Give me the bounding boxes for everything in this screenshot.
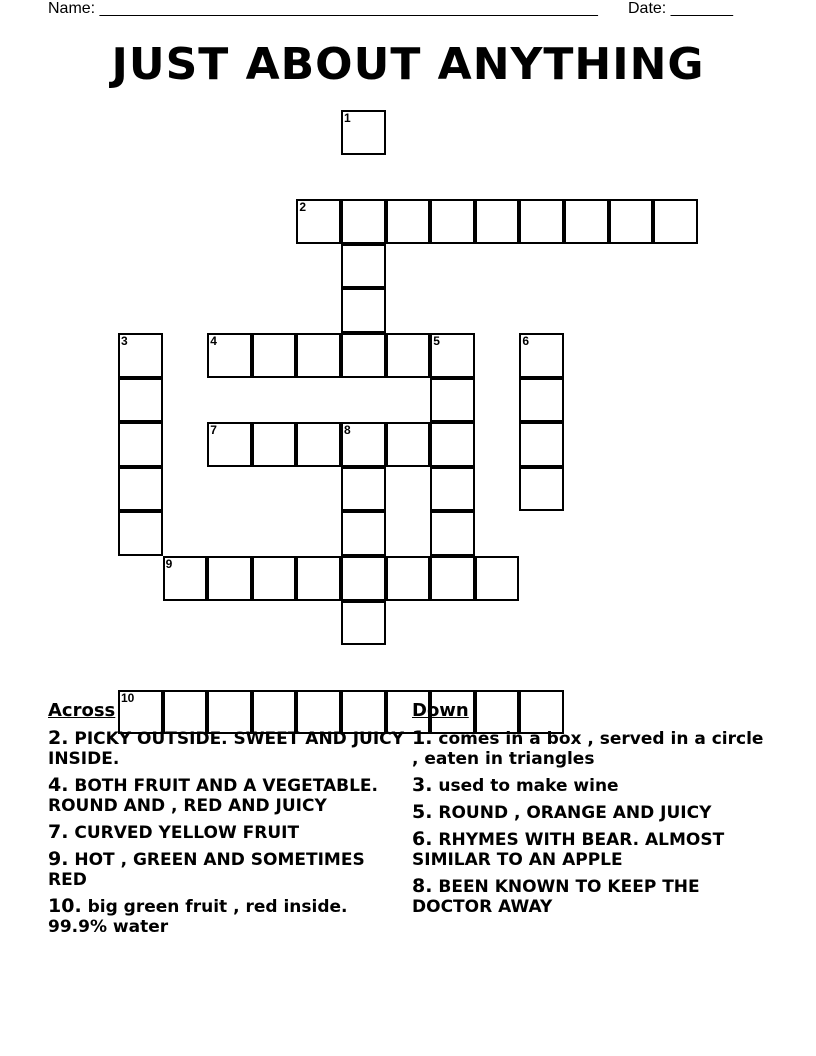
clue-number: 2. (48, 727, 69, 749)
clue-text: CURVED YELLOW FRUIT (74, 823, 300, 843)
grid-cell[interactable] (430, 422, 475, 467)
cell-number: 3 (121, 334, 128, 348)
grid-cell[interactable] (519, 199, 564, 244)
across-heading: Across (48, 700, 116, 721)
grid-cell[interactable] (475, 556, 520, 601)
grid-cell[interactable] (609, 199, 654, 244)
grid-cell[interactable] (386, 199, 431, 244)
grid-cell[interactable] (386, 422, 431, 467)
clue-text: HOT , GREEN AND SOMETIMES RED (48, 850, 365, 890)
clue-text: RHYMES WITH BEAR. ALMOST SIMILAR TO AN APPLE (412, 830, 725, 870)
grid-cell[interactable] (341, 422, 386, 467)
grid-cell[interactable] (386, 556, 431, 601)
clue-number: 3. (412, 774, 433, 796)
cell-number: 1 (344, 111, 351, 125)
clue-text: BOTH FRUIT AND A VEGETABLE. ROUND AND , RED AND JUICY (48, 776, 378, 816)
grid-cell[interactable] (296, 199, 341, 244)
grid-cell[interactable] (163, 556, 208, 601)
grid-cell[interactable] (207, 333, 252, 378)
across-clue (48, 775, 404, 816)
cell-number: 9 (165, 557, 173, 571)
grid-cell[interactable] (519, 333, 564, 378)
grid-cell[interactable] (207, 422, 252, 467)
clue-text: ROUND , ORANGE AND JUICY (438, 803, 712, 823)
grid-cell[interactable] (475, 199, 520, 244)
clue-text: comes in a box , served in a circle , eaten in triangles (412, 729, 764, 769)
grid-cell[interactable] (430, 556, 475, 601)
grid-cell[interactable] (118, 511, 163, 556)
cell-number: 4 (210, 334, 217, 348)
grid-cell[interactable] (430, 199, 475, 244)
grid-cell[interactable] (341, 199, 386, 244)
grid-cell[interactable] (118, 467, 163, 512)
grid-cell[interactable] (296, 556, 341, 601)
clue-text: BEEN KNOWN TO KEEP THE DOCTOR AWAY (412, 877, 700, 917)
cell-number: 8 (344, 423, 351, 438)
cell-number: 10 (121, 690, 135, 705)
grid-cell[interactable] (118, 422, 163, 467)
grid-cell[interactable] (430, 467, 475, 512)
grid-cell[interactable] (564, 199, 609, 244)
grid-cell[interactable] (296, 422, 341, 467)
across-clues (48, 700, 404, 943)
clue-number: 8. (412, 875, 433, 897)
cell-number: 6 (522, 334, 530, 348)
across-clue (48, 822, 404, 843)
cell-number: 5 (433, 334, 440, 348)
grid-cell[interactable] (341, 511, 386, 556)
across-clue (48, 728, 404, 769)
clue-number: 6. (412, 828, 433, 850)
grid-cell[interactable] (341, 601, 386, 646)
across-clue (48, 896, 404, 937)
clue-number: 10. (48, 895, 82, 917)
grid-cell[interactable] (519, 378, 564, 423)
clue-number: 9. (48, 848, 69, 870)
grid-cell[interactable] (296, 333, 341, 378)
grid-cell[interactable] (118, 378, 163, 423)
cell-number: 2 (299, 200, 307, 215)
down-clue-list (412, 728, 772, 917)
clue-number: 4. (48, 774, 69, 796)
clue-text: PICKY OUTSIDE. SWEET AND JUICY INSIDE. (48, 729, 404, 769)
clue-number: 1. (412, 727, 433, 749)
grid-cell[interactable] (252, 333, 297, 378)
down-clue (412, 876, 772, 917)
grid-cell[interactable] (386, 333, 431, 378)
grid-cell[interactable] (341, 333, 386, 378)
clue-number: 5. (412, 801, 433, 823)
date-field-label[interactable]: Date: _______ (628, 0, 733, 17)
down-clues (412, 700, 772, 923)
down-clue (412, 802, 772, 823)
grid-cell[interactable] (519, 467, 564, 512)
page-title: JUST ABOUT ANYTHING (111, 39, 705, 90)
grid-cell[interactable] (341, 244, 386, 289)
clue-text: big green fruit , red inside. 99.9% water (48, 897, 348, 937)
grid-cell[interactable] (341, 288, 386, 333)
grid-cell[interactable] (430, 333, 475, 378)
clue-text: used to make wine (438, 776, 619, 796)
grid-cell[interactable] (341, 467, 386, 512)
grid-cell[interactable] (341, 110, 386, 155)
down-clue (412, 775, 772, 796)
across-clue-list (48, 728, 404, 937)
grid-cell[interactable] (118, 333, 163, 378)
grid-cell[interactable] (430, 511, 475, 556)
grid-cell[interactable] (653, 199, 698, 244)
clue-number: 7. (48, 821, 69, 843)
down-heading: Down (412, 700, 469, 721)
name-field-label[interactable]: Name: ________________________________________________________ (48, 0, 598, 17)
grid-cell[interactable] (252, 422, 297, 467)
grid-cell[interactable] (430, 378, 475, 423)
grid-cell[interactable] (341, 556, 386, 601)
grid-cell[interactable] (207, 556, 252, 601)
grid-cell[interactable] (252, 556, 297, 601)
down-clue (412, 829, 772, 870)
grid-cell[interactable] (519, 422, 564, 467)
down-clue (412, 728, 772, 769)
cell-number: 7 (210, 423, 217, 438)
across-clue (48, 849, 404, 890)
